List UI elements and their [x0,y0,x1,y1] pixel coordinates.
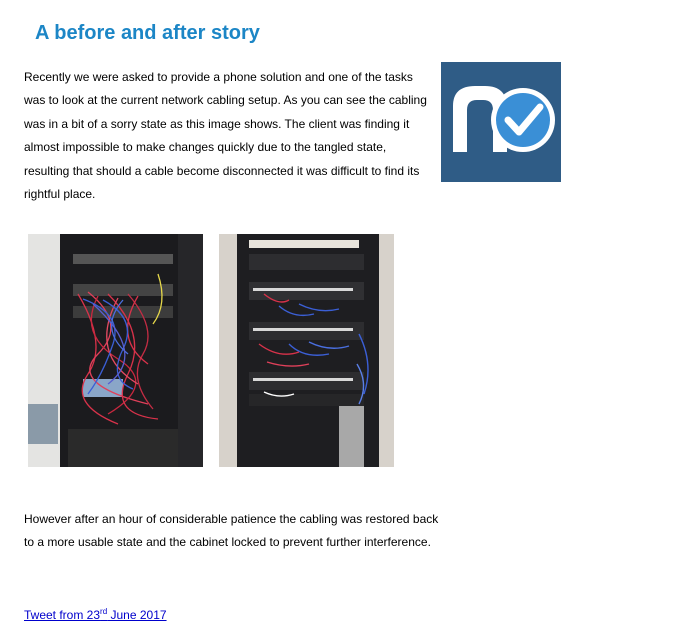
tweet-link[interactable] [24,608,167,622]
tweet-link-suffix: June 2017 [107,608,167,622]
before-photo [28,234,203,467]
intro-paragraph: Recently we were asked to provide a phone solution and one of the tasks was to look at the current network cabling setup. As you can see the cabling was in a bit of a sorry state as this image shows. The client was finding it almost impossible to make changes quickly due to the tangled state, resulting that should a cable become disconnected it was difficult to find its rightful place. [24,70,427,202]
n-check-logo-icon [441,62,561,182]
company-logo [441,62,561,182]
outro-paragraph: However after an hour of considerable patience the cabling was restored back to a more usable state and the cabinet locked to prevent further interference. [24,512,439,549]
tweet-link-prefix: Tweet from 23 [24,608,101,622]
article-title: A before and after story [35,22,260,44]
tweet-link-superscript: rd [100,607,108,616]
after-photo [219,234,394,467]
